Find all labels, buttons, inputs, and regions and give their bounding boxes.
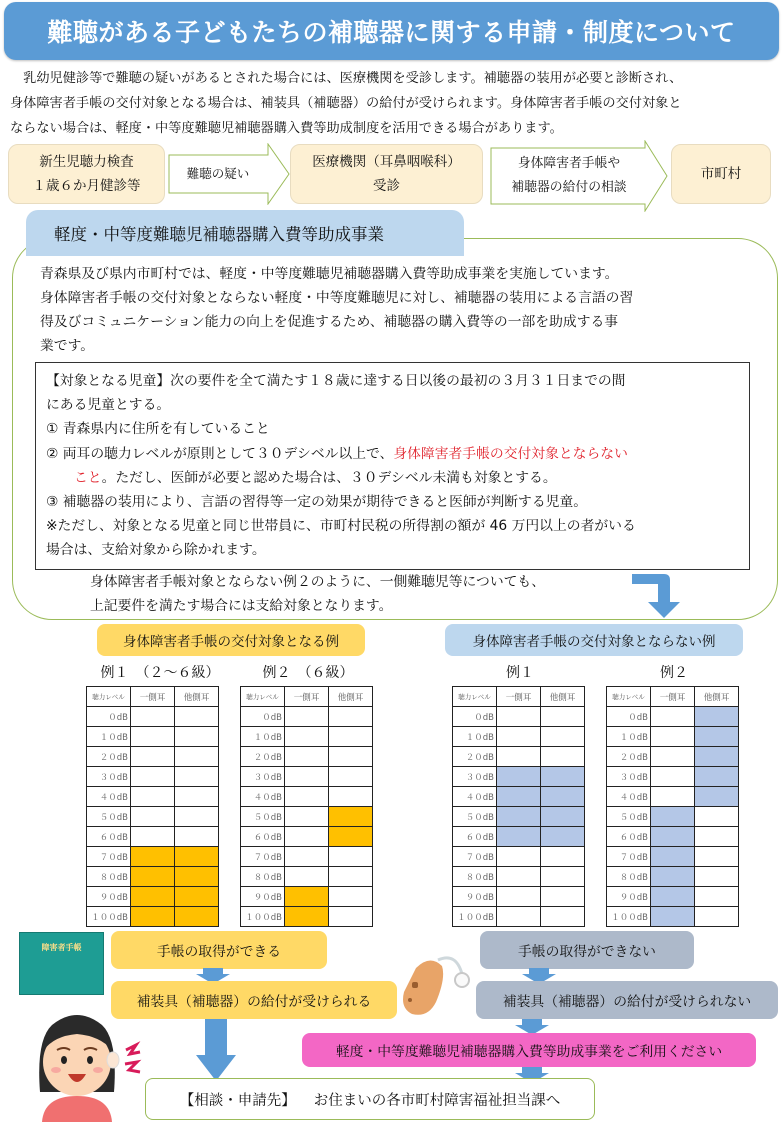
table-row <box>241 867 373 887</box>
table-row <box>453 767 585 787</box>
note-line: 身体障害者手帳対象とならない例２のように、一側難聴児等についても、 <box>90 574 546 590</box>
table-header-cell: 聴力レベル <box>453 687 497 707</box>
table-row <box>87 727 219 747</box>
requirement-item-cont <box>46 466 739 490</box>
other-side-ear-cell <box>175 907 219 927</box>
table-header-cell: 一側耳 <box>497 687 541 707</box>
table-row <box>87 707 219 727</box>
level-cell: １００dB <box>607 907 651 927</box>
table-row <box>87 847 219 867</box>
other-side-ear-cell <box>695 907 739 927</box>
level-cell: ３０dB <box>241 767 285 787</box>
other-side-ear-cell <box>175 767 219 787</box>
table-row <box>453 707 585 727</box>
level-cell: ２０dB <box>87 747 131 767</box>
table-row <box>453 747 585 767</box>
table-row <box>453 787 585 807</box>
one-side-ear-cell <box>497 847 541 867</box>
requirement-emphasis: 身体障害者手帳の交付対象とならない <box>393 445 628 462</box>
one-side-ear-cell <box>651 847 695 867</box>
one-side-ear-cell <box>651 867 695 887</box>
techo-notebook-icon <box>19 932 104 995</box>
hearing-aid-icon <box>396 948 470 1022</box>
level-cell: ４０dB <box>607 787 651 807</box>
table-header-cell: 他側耳 <box>695 687 739 707</box>
level-cell: ８０dB <box>87 867 131 887</box>
level-cell: ０dB <box>453 707 497 727</box>
hearing-level-table <box>452 686 585 927</box>
one-side-ear-cell <box>497 907 541 927</box>
level-cell: ９０dB <box>87 887 131 907</box>
cannot-obtain-box: 手帳の取得ができない <box>480 931 694 969</box>
one-side-ear-cell <box>131 767 175 787</box>
intro-line: 乳幼児健診等で難聴の疑いがあるとされた場合には、医療機関を受診します。補聴器の装用が必要と診断され、 <box>10 71 683 86</box>
description-line: 身体障害者手帳の交付対象とならない軽度・中等度難聴児に対し、補聴器の装用による言語の習 <box>40 290 634 306</box>
other-side-ear-cell <box>695 827 739 847</box>
other-side-ear-cell <box>329 847 373 867</box>
flow-step-text: １歳６か月健診等 <box>32 178 141 194</box>
table-header-cell: 他側耳 <box>175 687 219 707</box>
one-side-ear-cell <box>285 747 329 767</box>
table-row <box>241 747 373 767</box>
other-side-ear-cell <box>329 887 373 907</box>
hearing-level-table <box>86 686 219 927</box>
one-side-ear-cell <box>131 787 175 807</box>
other-side-ear-cell <box>329 767 373 787</box>
level-cell: ０dB <box>87 707 131 727</box>
other-side-ear-cell <box>541 847 585 867</box>
table-row <box>607 767 739 787</box>
requirement-item: ① 青森県内に住所を有していること <box>46 421 270 438</box>
one-side-ear-cell <box>131 887 175 907</box>
other-side-ear-cell <box>695 847 739 867</box>
flow-step-text: 市町村 <box>700 166 742 182</box>
level-cell: ５０dB <box>241 807 285 827</box>
table-row <box>241 707 373 727</box>
other-side-ear-cell <box>695 787 739 807</box>
can-obtain-box: 手帳の取得ができる <box>111 931 327 969</box>
other-side-ear-cell <box>175 727 219 747</box>
level-cell: ３０dB <box>453 767 497 787</box>
other-side-ear-cell <box>541 767 585 787</box>
other-side-ear-cell <box>695 887 739 907</box>
table-row <box>241 807 373 827</box>
other-side-ear-cell <box>695 707 739 727</box>
page-title: 難聴がある子どもたちの補聴器に関する申請・制度について <box>4 2 779 60</box>
one-side-ear-cell <box>131 747 175 767</box>
level-cell: ５０dB <box>87 807 131 827</box>
table-row <box>453 887 585 907</box>
one-side-ear-cell <box>131 847 175 867</box>
table-row <box>87 827 219 847</box>
level-cell: ７０dB <box>87 847 131 867</box>
other-side-ear-cell <box>329 827 373 847</box>
other-side-ear-cell <box>175 787 219 807</box>
one-side-ear-cell <box>497 787 541 807</box>
level-cell: ７０dB <box>453 847 497 867</box>
table-header-cell: 他側耳 <box>541 687 585 707</box>
requirement-item: ③ 補聴器の装用により、言語の習得等一定の効果が期待できると医師が判断する児童。 <box>46 494 588 511</box>
level-cell: ２０dB <box>241 747 285 767</box>
table-header-cell: 聴力レベル <box>241 687 285 707</box>
other-side-ear-cell <box>695 807 739 827</box>
use-program-box: 軽度・中等度難聴児補聴器購入費等助成事業をご利用ください <box>302 1033 756 1067</box>
table-row <box>453 807 585 827</box>
intro-line: 身体障害者手帳の交付対象となる場合は、補装具（補聴器）の給付が受けられます。身体障害者手帳の交付対象と <box>10 96 682 111</box>
level-cell: ３０dB <box>87 767 131 787</box>
level-cell: １０dB <box>87 727 131 747</box>
other-side-ear-cell <box>329 727 373 747</box>
table-row <box>453 727 585 747</box>
one-side-ear-cell <box>285 807 329 827</box>
contact-label: 【相談・申請先】 <box>179 1092 296 1109</box>
one-side-ear-cell <box>285 847 329 867</box>
example-label: 例２ （６級） <box>262 665 354 681</box>
table-header-cell: 聴力レベル <box>87 687 131 707</box>
one-side-ear-cell <box>131 807 175 827</box>
one-side-ear-cell <box>131 867 175 887</box>
one-side-ear-cell <box>285 787 329 807</box>
one-side-ear-cell <box>651 767 695 787</box>
other-side-ear-cell <box>541 807 585 827</box>
table-row <box>607 727 739 747</box>
table-row <box>607 887 739 907</box>
level-cell: １００dB <box>87 907 131 927</box>
table-row <box>453 867 585 887</box>
table-row <box>607 707 739 727</box>
table-row <box>607 907 739 927</box>
level-cell: ８０dB <box>607 867 651 887</box>
table-row <box>607 827 739 847</box>
one-side-ear-cell <box>285 767 329 787</box>
other-side-ear-cell <box>541 727 585 747</box>
intro-line: ならない場合は、軽度・中等度難聴児補聴器購入費等助成制度を活用できる場合があります。 <box>10 121 563 136</box>
table-row <box>607 847 739 867</box>
one-side-ear-cell <box>651 747 695 767</box>
level-cell: ５０dB <box>607 807 651 827</box>
other-side-ear-cell <box>175 887 219 907</box>
table-row <box>241 887 373 907</box>
level-cell: ２０dB <box>607 747 651 767</box>
level-cell: ４０dB <box>87 787 131 807</box>
other-side-ear-cell <box>329 807 373 827</box>
requirements-box <box>35 362 750 570</box>
table-header-cell: 一側耳 <box>131 687 175 707</box>
table-header-cell: 聴力レベル <box>607 687 651 707</box>
one-side-ear-cell <box>497 767 541 787</box>
table-row <box>87 867 219 887</box>
level-cell: １０dB <box>241 727 285 747</box>
other-side-ear-cell <box>695 867 739 887</box>
program-title: 軽度・中等度難聴児補聴器購入費等助成事業 <box>26 210 464 256</box>
requirement-heading: にある児童とする。 <box>46 397 171 414</box>
level-cell: ８０dB <box>453 867 497 887</box>
other-side-ear-cell <box>175 807 219 827</box>
one-side-ear-cell <box>497 707 541 727</box>
flow-step-text: 受診 <box>373 178 400 194</box>
one-side-ear-cell <box>497 867 541 887</box>
table-row <box>453 827 585 847</box>
one-side-ear-cell <box>131 827 175 847</box>
table-header-cell: 一側耳 <box>651 687 695 707</box>
level-cell: ８０dB <box>241 867 285 887</box>
one-side-ear-cell <box>651 707 695 727</box>
level-cell: ６０dB <box>453 827 497 847</box>
flow-arrow-text: 難聴の疑い <box>186 166 250 181</box>
one-side-ear-cell <box>131 727 175 747</box>
table-row <box>607 787 739 807</box>
one-side-ear-cell <box>285 887 329 907</box>
flow-arrow-text: 身体障害者手帳や <box>517 156 621 171</box>
table-row <box>453 907 585 927</box>
table-row <box>607 867 739 887</box>
one-side-ear-cell <box>497 887 541 907</box>
flow-step-municipality <box>671 144 771 204</box>
table-row <box>87 787 219 807</box>
level-cell: １００dB <box>241 907 285 927</box>
eligible-examples-heading: 身体障害者手帳の交付対象となる例 <box>97 624 365 656</box>
flow-arrow-text: 補聴器の給付の相談 <box>511 180 627 195</box>
one-side-ear-cell <box>651 827 695 847</box>
table-row <box>87 807 219 827</box>
other-side-ear-cell <box>695 727 739 747</box>
intro-text <box>10 66 775 141</box>
level-cell: ９０dB <box>453 887 497 907</box>
example-label: 例１ <box>506 665 534 681</box>
requirement-text: ② 両耳の聴力レベルが原則として３０デシベル以上で、 <box>46 445 394 462</box>
table-row <box>241 907 373 927</box>
one-side-ear-cell <box>285 727 329 747</box>
other-side-ear-cell <box>541 747 585 767</box>
table-header-cell: 他側耳 <box>329 687 373 707</box>
flow-arrow-suspected <box>168 143 290 205</box>
other-side-ear-cell <box>329 707 373 727</box>
one-side-ear-cell <box>497 827 541 847</box>
table-row <box>87 767 219 787</box>
other-side-ear-cell <box>175 827 219 847</box>
flow-step-screening <box>8 144 165 204</box>
other-side-ear-cell <box>541 787 585 807</box>
other-side-ear-cell <box>329 787 373 807</box>
description-line: 青森県及び県内市町村では、軽度・中等度難聴児補聴器購入費等助成事業を実施しています。 <box>40 266 619 282</box>
not-eligible-examples-heading: 身体障害者手帳の交付対象とならない例 <box>445 624 743 656</box>
hearing-level-table <box>606 686 739 927</box>
table-row <box>87 747 219 767</box>
level-cell: ０dB <box>241 707 285 727</box>
table-row <box>241 847 373 867</box>
one-side-ear-cell <box>651 787 695 807</box>
one-side-ear-cell <box>651 887 695 907</box>
one-side-ear-cell <box>285 907 329 927</box>
level-cell: １０dB <box>453 727 497 747</box>
one-side-note <box>90 570 650 618</box>
flow-step-clinic <box>290 144 483 204</box>
table-row <box>607 747 739 767</box>
level-cell: １００dB <box>453 907 497 927</box>
one-side-ear-cell <box>651 807 695 827</box>
level-cell: ２０dB <box>453 747 497 767</box>
contact-box <box>145 1078 595 1120</box>
level-cell: ７０dB <box>241 847 285 867</box>
other-side-ear-cell <box>695 747 739 767</box>
table-row <box>453 847 585 867</box>
one-side-ear-cell <box>285 867 329 887</box>
example-label: 例１ （２～６級） <box>100 665 220 681</box>
flow-step-text: 医療機関（耳鼻咽喉科） <box>312 154 461 170</box>
table-row <box>87 887 219 907</box>
requirement-note: 場合は、支給対象から除かれます。 <box>46 542 266 559</box>
other-side-ear-cell <box>541 707 585 727</box>
program-description <box>40 262 760 358</box>
description-line: 得及びコミュニケーション能力の向上を促進するため、補聴器の購入費等の一部を助成する事 <box>40 314 619 330</box>
table-row <box>241 827 373 847</box>
one-side-ear-cell <box>497 747 541 767</box>
example-label: 例２ <box>660 665 688 681</box>
other-side-ear-cell <box>541 827 585 847</box>
arrow-down-icon <box>196 1019 236 1081</box>
table-row <box>87 907 219 927</box>
level-cell: ５０dB <box>453 807 497 827</box>
table-row <box>241 767 373 787</box>
level-cell: ６０dB <box>241 827 285 847</box>
flow-step-text: 新生児聴力検査 <box>39 154 134 170</box>
requirement-heading: 【対象となる児童】次の要件を全て満たす１８歳に達する日以後の最初の３月３１日までの間 <box>46 373 626 389</box>
level-cell: ９０dB <box>607 887 651 907</box>
other-side-ear-cell <box>175 747 219 767</box>
level-cell: ６０dB <box>607 827 651 847</box>
table-row <box>241 787 373 807</box>
other-side-ear-cell <box>541 907 585 927</box>
description-line: 業です。 <box>40 338 95 354</box>
one-side-ear-cell <box>131 707 175 727</box>
other-side-ear-cell <box>175 707 219 727</box>
techo-label: 障害者手帳 <box>41 943 82 952</box>
requirement-text: 。ただし、医師が必要と認めた場合は、３０デシベル未満も対象とする。 <box>101 469 557 486</box>
other-side-ear-cell <box>175 867 219 887</box>
cannot-receive-box: 補装具（補聴器）の給付が受けられない <box>476 981 778 1019</box>
table-row <box>607 807 739 827</box>
one-side-ear-cell <box>497 807 541 827</box>
other-side-ear-cell <box>541 887 585 907</box>
contact-text: お住まいの各市町村障害福祉担当課へ <box>313 1092 561 1109</box>
table-row <box>241 727 373 747</box>
one-side-ear-cell <box>651 727 695 747</box>
one-side-ear-cell <box>131 907 175 927</box>
other-side-ear-cell <box>329 747 373 767</box>
hearing-level-table <box>240 686 373 927</box>
bent-arrow-down-icon <box>630 572 684 620</box>
other-side-ear-cell <box>329 867 373 887</box>
level-cell: ０dB <box>607 707 651 727</box>
table-header-cell: 一側耳 <box>285 687 329 707</box>
one-side-ear-cell <box>285 707 329 727</box>
level-cell: ９０dB <box>241 887 285 907</box>
other-side-ear-cell <box>329 907 373 927</box>
one-side-ear-cell <box>497 727 541 747</box>
level-cell: １０dB <box>607 727 651 747</box>
level-cell: ４０dB <box>453 787 497 807</box>
requirement-note: ※ただし、対象となる児童と同じ世帯員に、市町村民税の所得割の額が 46 万円以上の者がいる <box>46 518 636 535</box>
other-side-ear-cell <box>541 867 585 887</box>
flow-arrow-consult <box>490 140 668 212</box>
note-line: 上記要件を満たす場合には支給対象となります。 <box>90 598 393 614</box>
requirement-item <box>46 442 739 466</box>
can-receive-box: 補装具（補聴器）の給付が受けられる <box>111 981 397 1019</box>
level-cell: ６０dB <box>87 827 131 847</box>
level-cell: ７０dB <box>607 847 651 867</box>
one-side-ear-cell <box>285 827 329 847</box>
other-side-ear-cell <box>695 767 739 787</box>
requirement-emphasis: こと <box>74 469 102 486</box>
level-cell: ３０dB <box>607 767 651 787</box>
level-cell: ４０dB <box>241 787 285 807</box>
one-side-ear-cell <box>651 907 695 927</box>
other-side-ear-cell <box>175 847 219 867</box>
